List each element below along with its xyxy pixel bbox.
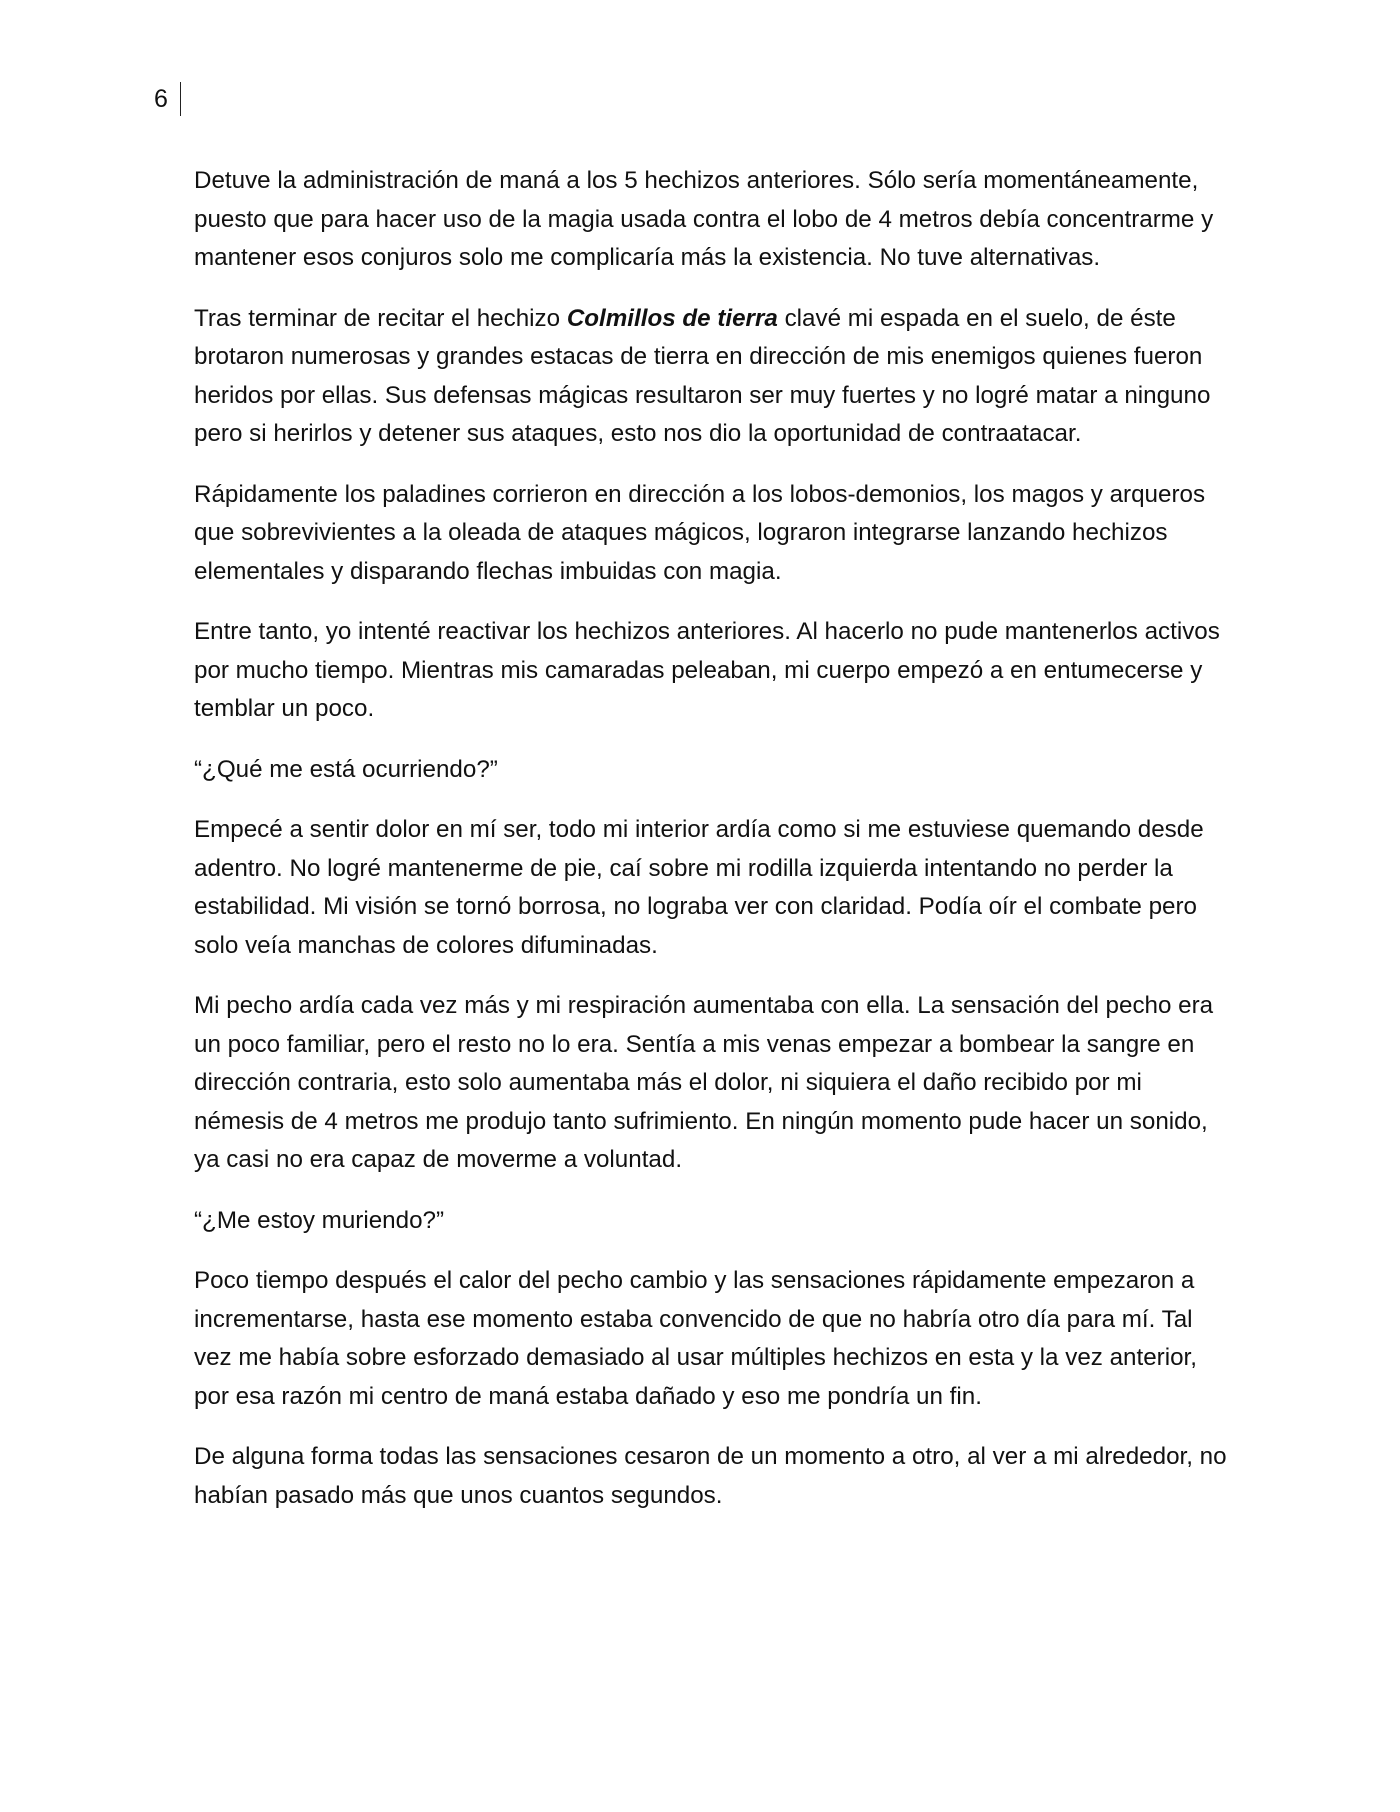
- dialogue-line: “¿Qué me está ocurriendo?”: [194, 755, 498, 783]
- paragraph: Poco tiempo después el calor del pecho cambio y las sensaciones rápidamente empezaron a incrementarse, hasta ese momento estaba convencido de que no habría otro día para mí. Tal vez me había sobre esforzado demasiado al usar múltiples hechizos en esta y la vez anterior, por esa razón mi centro de maná estaba dañado y eso me pondría un fin.: [194, 1267, 1197, 1410]
- paragraph-text: Tras terminar de recitar el hechizo: [194, 304, 567, 332]
- paragraph: Detuve la administración de maná a los 5 hechizos anteriores. Sólo sería momentáneamente, puesto que para hacer uso de la magia usada contra el lobo de 4 metros debía concentrarme y mantener esos conjuros solo me complicaría más la existencia. No tuve alternativas.: [194, 167, 1214, 271]
- spell-name: Colmillos de tierra: [566, 304, 778, 332]
- page-number: 6: [154, 82, 181, 116]
- paragraph-text: clavé mi espada en el suelo, de éste brotaron numerosas y grandes estacas de tierra en dirección de mis enemigos quienes fueron heridos por ellas. Sus defensas mágicas resultaron ser muy fuertes y no logré matar a ninguno pero si herirlos y detener sus ataques, esto nos dio la oportunidad de contraatacar.: [194, 304, 1211, 447]
- paragraph: [194, 300, 1230, 454]
- dialogue-line: “¿Me estoy muriendo?”: [194, 1206, 445, 1234]
- paragraph: De alguna forma todas las sensaciones cesaron de un momento a otro, al ver a mi alrededor, no habían pasado más que unos cuantos segundos.: [194, 1443, 1227, 1509]
- paragraph: Mi pecho ardía cada vez más y mi respiración aumentaba con ella. La sensación del pecho era un poco familiar, pero el resto no lo era. Sentía a mis venas empezar a bombear la sangre en dirección contraria, esto solo aumentaba más el dolor, ni siquiera el daño recibido por mi némesis de 4 metros me produjo tanto sufrimiento. En ningún momento pude hacer un sonido, ya casi no era capaz de moverme a voluntad.: [194, 992, 1214, 1173]
- paragraph: Empecé a sentir dolor en mí ser, todo mi interior ardía como si me estuviese quemando desde adentro. No logré mantenerme de pie, caí sobre mi rodilla izquierda intentando no perder la estabilidad. Mi visión se tornó borrosa, no lograba ver con claridad. Podía oír el combate pero solo veía manchas de colores difuminadas.: [194, 816, 1204, 959]
- paragraph: Entre tanto, yo intenté reactivar los hechizos anteriores. Al hacerlo no pude mantenerlos activos por mucho tiempo. Mientras mis camaradas peleaban, mi cuerpo empezó a en entumecerse y temblar un poco.: [194, 618, 1220, 722]
- page-header: [154, 82, 181, 116]
- body-text: [194, 162, 1230, 1537]
- paragraph: Rápidamente los paladines corrieron en dirección a los lobos-demonios, los magos y arqueros que sobrevivientes a la oleada de ataques mágicos, lograron integrarse lanzando hechizos elementales y disparando flechas imbuidas con magia.: [194, 480, 1206, 585]
